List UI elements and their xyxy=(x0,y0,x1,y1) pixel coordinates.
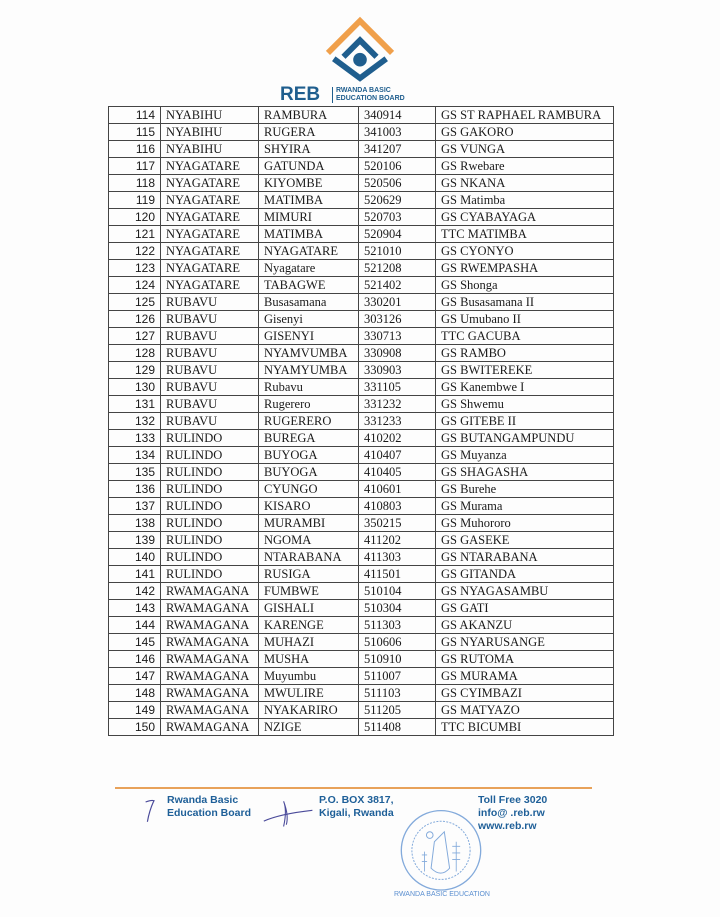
school-code-cell: 303126 xyxy=(359,311,436,328)
footer-email[interactable]: info@ .reb.rw xyxy=(478,807,545,819)
district-cell: RWAMAGANA xyxy=(161,651,259,668)
table-row xyxy=(109,328,614,345)
table-row xyxy=(109,158,614,175)
school-name-cell: TTC BICUMBI xyxy=(436,719,614,736)
row-number: 136 xyxy=(109,481,161,498)
school-name-cell: TTC MATIMBA xyxy=(436,226,614,243)
school-name-cell: GS Burehe xyxy=(436,481,614,498)
school-name-cell: GS Matimba xyxy=(436,192,614,209)
district-cell: RUBAVU xyxy=(161,362,259,379)
school-code-cell: 510304 xyxy=(359,600,436,617)
table-row xyxy=(109,175,614,192)
district-cell: NYAGATARE xyxy=(161,175,259,192)
school-code-cell: 520703 xyxy=(359,209,436,226)
district-cell: NYABIHU xyxy=(161,124,259,141)
sector-cell: CYUNGO xyxy=(259,481,359,498)
school-code-cell: 330908 xyxy=(359,345,436,362)
sector-cell: MUHAZI xyxy=(259,634,359,651)
school-name-cell: GS Busasamana II xyxy=(436,294,614,311)
table-row xyxy=(109,277,614,294)
school-code-cell: 521402 xyxy=(359,277,436,294)
school-name-cell: GS Murama xyxy=(436,498,614,515)
stamp-text: RWANDA BASIC EDUCATION xyxy=(394,891,490,898)
district-cell: RUBAVU xyxy=(161,396,259,413)
table-row xyxy=(109,226,614,243)
sector-cell: MUSHA xyxy=(259,651,359,668)
district-cell: RUBAVU xyxy=(161,345,259,362)
district-cell: NYAGATARE xyxy=(161,260,259,277)
row-number: 140 xyxy=(109,549,161,566)
school-name-cell: GS CYIMBAZI xyxy=(436,685,614,702)
table-row xyxy=(109,243,614,260)
table-row xyxy=(109,668,614,685)
schools-table xyxy=(108,106,614,736)
row-number: 116 xyxy=(109,141,161,158)
sector-cell: KISARO xyxy=(259,498,359,515)
school-code-cell: 521010 xyxy=(359,243,436,260)
row-number: 130 xyxy=(109,379,161,396)
school-code-cell: 330903 xyxy=(359,362,436,379)
sector-cell: NZIGE xyxy=(259,719,359,736)
school-code-cell: 520904 xyxy=(359,226,436,243)
sector-cell: NTARABANA xyxy=(259,549,359,566)
row-number: 148 xyxy=(109,685,161,702)
table-row xyxy=(109,464,614,481)
school-code-cell: 511103 xyxy=(359,685,436,702)
table-row xyxy=(109,549,614,566)
row-number: 141 xyxy=(109,566,161,583)
signature-mark-center xyxy=(262,796,316,830)
sector-cell: GISENYI xyxy=(259,328,359,345)
school-name-cell: GS NYARUSANGE xyxy=(436,634,614,651)
sector-cell: MATIMBA xyxy=(259,226,359,243)
school-name-cell: GS GATI xyxy=(436,600,614,617)
district-cell: RWAMAGANA xyxy=(161,617,259,634)
school-name-cell: GS VUNGA xyxy=(436,141,614,158)
table-row xyxy=(109,447,614,464)
school-name-cell: GS NKANA xyxy=(436,175,614,192)
footer-address-line1: P.O. BOX 3817, xyxy=(319,794,394,806)
school-code-cell: 410407 xyxy=(359,447,436,464)
district-cell: RWAMAGANA xyxy=(161,719,259,736)
school-name-cell: TTC GACUBA xyxy=(436,328,614,345)
table-row xyxy=(109,430,614,447)
footer-organization xyxy=(167,794,251,820)
district-cell: RUBAVU xyxy=(161,328,259,345)
row-number: 150 xyxy=(109,719,161,736)
row-number: 147 xyxy=(109,668,161,685)
school-name-cell: GS BUTANGAMPUNDU xyxy=(436,430,614,447)
footer-divider xyxy=(115,787,592,789)
row-number: 129 xyxy=(109,362,161,379)
sector-cell: MATIMBA xyxy=(259,192,359,209)
row-number: 146 xyxy=(109,651,161,668)
footer-website[interactable]: www.reb.rw xyxy=(478,820,537,832)
sector-cell: FUMBWE xyxy=(259,583,359,600)
table-row xyxy=(109,719,614,736)
district-cell: RULINDO xyxy=(161,532,259,549)
district-cell: RULINDO xyxy=(161,464,259,481)
table-row xyxy=(109,498,614,515)
table-row xyxy=(109,362,614,379)
table-row xyxy=(109,634,614,651)
school-name-cell: GS RUTOMA xyxy=(436,651,614,668)
footer-org-line2: Education Board xyxy=(167,807,252,819)
sector-cell: MWULIRE xyxy=(259,685,359,702)
district-cell: NYAGATARE xyxy=(161,277,259,294)
school-code-cell: 330201 xyxy=(359,294,436,311)
district-cell: RULINDO xyxy=(161,430,259,447)
row-number: 131 xyxy=(109,396,161,413)
row-number: 122 xyxy=(109,243,161,260)
district-cell: RULINDO xyxy=(161,481,259,498)
district-cell: NYAGATARE xyxy=(161,243,259,260)
schools-table-body xyxy=(109,107,614,736)
sector-cell: NYAGATARE xyxy=(259,243,359,260)
sector-cell: RUGERERO xyxy=(259,413,359,430)
footer-toll-free: Toll Free 3020 xyxy=(478,794,548,806)
table-row xyxy=(109,651,614,668)
district-cell: RWAMAGANA xyxy=(161,583,259,600)
school-code-cell: 510910 xyxy=(359,651,436,668)
school-code-cell: 331105 xyxy=(359,379,436,396)
footer-address xyxy=(319,794,394,820)
district-cell: RWAMAGANA xyxy=(161,634,259,651)
table-row xyxy=(109,260,614,277)
row-number: 132 xyxy=(109,413,161,430)
school-code-cell: 520106 xyxy=(359,158,436,175)
table-row xyxy=(109,107,614,124)
sector-cell: Gisenyi xyxy=(259,311,359,328)
sector-cell: NYAMVUMBA xyxy=(259,345,359,362)
logo-subtitle-line1: RWANDA BASIC xyxy=(336,87,391,94)
sector-cell: MIMURI xyxy=(259,209,359,226)
school-name-cell: GS Umubano II xyxy=(436,311,614,328)
sector-cell: SHYIRA xyxy=(259,141,359,158)
school-code-cell: 340914 xyxy=(359,107,436,124)
sector-cell: Muyumbu xyxy=(259,668,359,685)
school-name-cell: GS Muyanza xyxy=(436,447,614,464)
district-cell: RWAMAGANA xyxy=(161,685,259,702)
signature-mark-left xyxy=(142,796,160,826)
table-row xyxy=(109,515,614,532)
school-code-cell: 511007 xyxy=(359,668,436,685)
row-number: 117 xyxy=(109,158,161,175)
district-cell: NYAGATARE xyxy=(161,158,259,175)
school-code-cell: 331232 xyxy=(359,396,436,413)
sector-cell: BUYOGA xyxy=(259,464,359,481)
row-number: 138 xyxy=(109,515,161,532)
district-cell: NYAGATARE xyxy=(161,209,259,226)
sector-cell: BUYOGA xyxy=(259,447,359,464)
row-number: 133 xyxy=(109,430,161,447)
logo-subtitle xyxy=(332,87,405,103)
row-number: 119 xyxy=(109,192,161,209)
row-number: 149 xyxy=(109,702,161,719)
school-name-cell: GS RAMBO xyxy=(436,345,614,362)
sector-cell: Rugerero xyxy=(259,396,359,413)
school-name-cell: GS GASEKE xyxy=(436,532,614,549)
sector-cell: Busasamana xyxy=(259,294,359,311)
district-cell: RULINDO xyxy=(161,498,259,515)
row-number: 118 xyxy=(109,175,161,192)
table-row xyxy=(109,311,614,328)
reb-logo xyxy=(280,16,440,106)
school-name-cell: GS NTARABANA xyxy=(436,549,614,566)
district-cell: RUBAVU xyxy=(161,413,259,430)
school-name-cell: GS ST RAPHAEL RAMBURA xyxy=(436,107,614,124)
school-code-cell: 411303 xyxy=(359,549,436,566)
sector-cell: KARENGE xyxy=(259,617,359,634)
school-code-cell: 350215 xyxy=(359,515,436,532)
row-number: 123 xyxy=(109,260,161,277)
district-cell: RWAMAGANA xyxy=(161,668,259,685)
school-name-cell: GS Muhororo xyxy=(436,515,614,532)
school-code-cell: 410601 xyxy=(359,481,436,498)
sector-cell: TABAGWE xyxy=(259,277,359,294)
official-stamp xyxy=(398,800,484,900)
row-number: 127 xyxy=(109,328,161,345)
school-name-cell: GS Shwemu xyxy=(436,396,614,413)
school-name-cell: GS CYABAYAGA xyxy=(436,209,614,226)
district-cell: RULINDO xyxy=(161,549,259,566)
table-row xyxy=(109,396,614,413)
sector-cell: NYAKARIRO xyxy=(259,702,359,719)
row-number: 135 xyxy=(109,464,161,481)
district-cell: NYABIHU xyxy=(161,107,259,124)
school-code-cell: 510606 xyxy=(359,634,436,651)
table-row xyxy=(109,192,614,209)
table-row xyxy=(109,379,614,396)
row-number: 143 xyxy=(109,600,161,617)
school-code-cell: 411202 xyxy=(359,532,436,549)
school-code-cell: 411501 xyxy=(359,566,436,583)
sector-cell: GISHALI xyxy=(259,600,359,617)
district-cell: RWAMAGANA xyxy=(161,702,259,719)
reb-emblem-icon xyxy=(315,16,405,84)
school-code-cell: 520629 xyxy=(359,192,436,209)
row-number: 144 xyxy=(109,617,161,634)
school-name-cell: GS Kanembwe I xyxy=(436,379,614,396)
sector-cell: NYAMYUMBA xyxy=(259,362,359,379)
school-code-cell: 521208 xyxy=(359,260,436,277)
school-code-cell: 511303 xyxy=(359,617,436,634)
district-cell: RUBAVU xyxy=(161,311,259,328)
district-cell: RUBAVU xyxy=(161,379,259,396)
row-number: 145 xyxy=(109,634,161,651)
school-name-cell: GS MURAMA xyxy=(436,668,614,685)
logo-acronym: REB xyxy=(280,84,321,105)
district-cell: RUBAVU xyxy=(161,294,259,311)
school-name-cell: GS MATYAZO xyxy=(436,702,614,719)
district-cell: RWAMAGANA xyxy=(161,600,259,617)
row-number: 142 xyxy=(109,583,161,600)
school-name-cell: GS NYAGASAMBU xyxy=(436,583,614,600)
district-cell: RULINDO xyxy=(161,566,259,583)
table-row xyxy=(109,583,614,600)
table-row xyxy=(109,617,614,634)
row-number: 114 xyxy=(109,107,161,124)
table-row xyxy=(109,685,614,702)
school-name-cell: GS GITANDA xyxy=(436,566,614,583)
district-cell: RULINDO xyxy=(161,447,259,464)
school-name-cell: GS SHAGASHA xyxy=(436,464,614,481)
row-number: 125 xyxy=(109,294,161,311)
sector-cell: GATUNDA xyxy=(259,158,359,175)
school-name-cell: GS CYONYO xyxy=(436,243,614,260)
table-row xyxy=(109,294,614,311)
row-number: 115 xyxy=(109,124,161,141)
sector-cell: RUSIGA xyxy=(259,566,359,583)
table-row xyxy=(109,600,614,617)
row-number: 137 xyxy=(109,498,161,515)
table-row xyxy=(109,481,614,498)
row-number: 126 xyxy=(109,311,161,328)
table-row xyxy=(109,124,614,141)
table-row xyxy=(109,413,614,430)
school-code-cell: 410202 xyxy=(359,430,436,447)
logo-subtitle-line2: EDUCATION BOARD xyxy=(336,95,405,102)
school-code-cell: 511408 xyxy=(359,719,436,736)
school-code-cell: 520506 xyxy=(359,175,436,192)
school-code-cell: 331233 xyxy=(359,413,436,430)
sector-cell: MURAMBI xyxy=(259,515,359,532)
sector-cell: Nyagatare xyxy=(259,260,359,277)
row-number: 134 xyxy=(109,447,161,464)
school-code-cell: 410405 xyxy=(359,464,436,481)
table-row xyxy=(109,345,614,362)
sector-cell: NGOMA xyxy=(259,532,359,549)
school-name-cell: GS AKANZU xyxy=(436,617,614,634)
row-number: 120 xyxy=(109,209,161,226)
school-code-cell: 510104 xyxy=(359,583,436,600)
school-code-cell: 341003 xyxy=(359,124,436,141)
footer-address-line2: Kigali, Rwanda xyxy=(319,807,394,819)
sector-cell: RAMBURA xyxy=(259,107,359,124)
school-name-cell: GS GITEBE II xyxy=(436,413,614,430)
row-number: 128 xyxy=(109,345,161,362)
school-name-cell: GS RWEMPASHA xyxy=(436,260,614,277)
row-number: 121 xyxy=(109,226,161,243)
district-cell: RULINDO xyxy=(161,515,259,532)
school-name-cell: GS Rwebare xyxy=(436,158,614,175)
school-code-cell: 330713 xyxy=(359,328,436,345)
district-cell: NYAGATARE xyxy=(161,192,259,209)
district-cell: NYAGATARE xyxy=(161,226,259,243)
sector-cell: BUREGA xyxy=(259,430,359,447)
table-row xyxy=(109,209,614,226)
table-row xyxy=(109,566,614,583)
table-row xyxy=(109,532,614,549)
district-cell: NYABIHU xyxy=(161,141,259,158)
table-row xyxy=(109,702,614,719)
school-code-cell: 410803 xyxy=(359,498,436,515)
school-code-cell: 511205 xyxy=(359,702,436,719)
row-number: 139 xyxy=(109,532,161,549)
footer-org-line1: Rwanda Basic xyxy=(167,794,239,806)
school-code-cell: 341207 xyxy=(359,141,436,158)
sector-cell: KIYOMBE xyxy=(259,175,359,192)
sector-cell: Rubavu xyxy=(259,379,359,396)
footer-contact xyxy=(478,794,547,833)
school-name-cell: GS BWITEREKE xyxy=(436,362,614,379)
sector-cell: RUGERA xyxy=(259,124,359,141)
table-row xyxy=(109,141,614,158)
school-name-cell: GS GAKORO xyxy=(436,124,614,141)
school-name-cell: GS Shonga xyxy=(436,277,614,294)
row-number: 124 xyxy=(109,277,161,294)
